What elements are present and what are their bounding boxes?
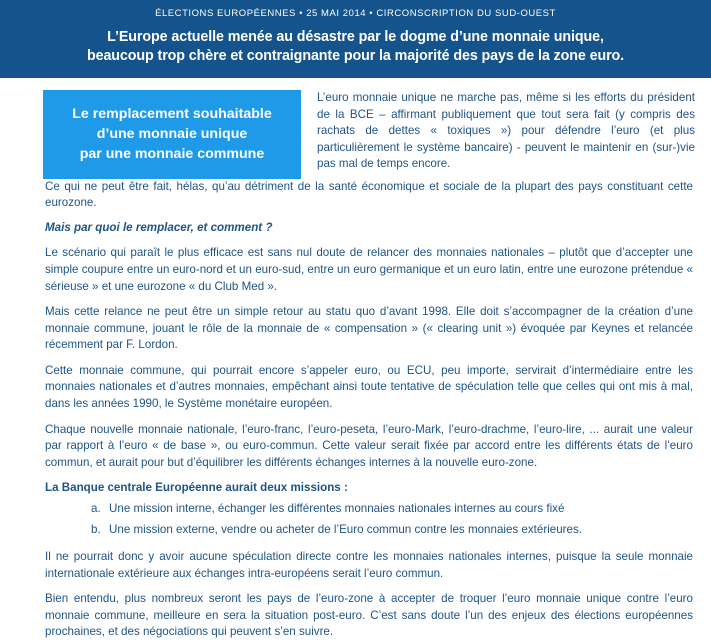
missions-list bbox=[45, 501, 693, 539]
paragraph-1: Le scénario qui paraît le plus efficace est sans nul doute de relancer des monnaies nationales – plutôt que d’accepter une simple coupure entre un euro-nord et un euro-sud, entre un euro germanique et un euro latin, entre une eurozone prétendue « sérieuse » et une eurozone « du Club Med ». bbox=[45, 246, 693, 293]
paragraph-6: Bien entendu, plus nombreux seront les pays de l’euro-zone à accepter de troquer l’euro monnaie unique contre l’euro monnaie commune, meilleure en sera la situation post-euro. C’est sans doute l’un des enjeux des élections européennes prochaines, et des négociations qui peuvent s’en suivre. bbox=[45, 592, 693, 639]
callout-box bbox=[43, 90, 301, 178]
intro-paragraph: L’euro monnaie unique ne marche pas, même si les efforts du président de la BCE – affirmant publiquement que tout sera fait (y compris des rachats de dettes « toxiques ») pour défendre l’euro (et plus particulièrement le système bancaire) - peuvent le maintenir en (sur-)vie pas mal de temps encore. bbox=[317, 91, 695, 171]
list-item bbox=[91, 501, 693, 518]
paragraph-5: Il ne pourrait donc y avoir aucune spéculation directe contre les monnaies nationales internes, puisque la seule monnaie internationale extérieure aux échanges intra-européens serait l’euro commun. bbox=[45, 550, 693, 580]
header-banner bbox=[0, 0, 711, 78]
callout-line-2: d’une monnaie unique bbox=[96, 126, 248, 143]
callout-line-1: Le remplacement souhaitable bbox=[72, 106, 272, 123]
list-item-label: Une mission externe, vendre ou acheter de l’Euro commun contre les monnaies extérieures. bbox=[109, 523, 583, 537]
paragraph-4: Chaque nouvelle monnaie nationale, l’euro-franc, l’euro-peseta, l’euro-Mark, l’euro-drachme, l’euro-lire, ... aurait une valeur par rapport à l’euro « de base », ou euro-commun. Cette valeur serait fixée par accord entre les différents états de l’euro commun, et aurait pour but d’équilibrer les différents échanges internes à la nouvelle euro-zone. bbox=[45, 422, 693, 469]
banner-kicker: ÉLECTIONS EUROPÉENNES • 25 MAI 2014 • CIRCONSCRIPTION DU SUD-OUEST bbox=[155, 8, 556, 19]
list-item bbox=[91, 522, 693, 539]
section-question: Mais par quoi le remplacer, et comment ? bbox=[45, 220, 273, 234]
missions-heading: La Banque centrale Européenne aurait deux missions : bbox=[45, 481, 348, 495]
article-text bbox=[12, 179, 699, 641]
intro-block bbox=[12, 78, 699, 178]
list-item-marker: a. bbox=[91, 501, 101, 515]
paragraph-wrap: Ce qui ne peut être fait, hélas, qu’au détriment de la santé économique et sociale de la plupart des pays constituant cette eurozone. bbox=[45, 179, 693, 210]
paragraph-2: Mais cette relance ne peut être un simple retour au statu quo d’avant 1998. Elle doit s’accompagner de la création d’une monnaie commune, jouant le rôle de la monnaie de « compensation » (« clearing unit ») évoquée par Keynes et relancée récemment par F. Lordon. bbox=[45, 305, 693, 352]
page-title-line-2: beaucoup trop chère et contraignante pour la majorité des pays de la zone euro. bbox=[86, 48, 625, 65]
paragraph-3: Cette monnaie commune, qui pourrait encore s’appeler euro, ou ECU, peu importe, servirait d’intermédiaire entre les monnaies nationales et d’autres monnaies, empêchant ainsi toute tentative de spéculation telle que celles qui ont mis à mal, dans les années 1990, le Système monétaire européen. bbox=[45, 363, 693, 410]
page-title bbox=[20, 28, 691, 66]
callout-line-3: par une monnaie commune bbox=[79, 146, 265, 163]
page-title-line-1: L’Europe actuelle menée au désastre par le dogme d’une monnaie unique, bbox=[107, 29, 604, 46]
document-body bbox=[0, 78, 711, 641]
list-item-marker: b. bbox=[91, 523, 101, 537]
list-item-label: Une mission interne, échanger les différentes monnaies nationales internes au cours fixé bbox=[109, 501, 565, 515]
